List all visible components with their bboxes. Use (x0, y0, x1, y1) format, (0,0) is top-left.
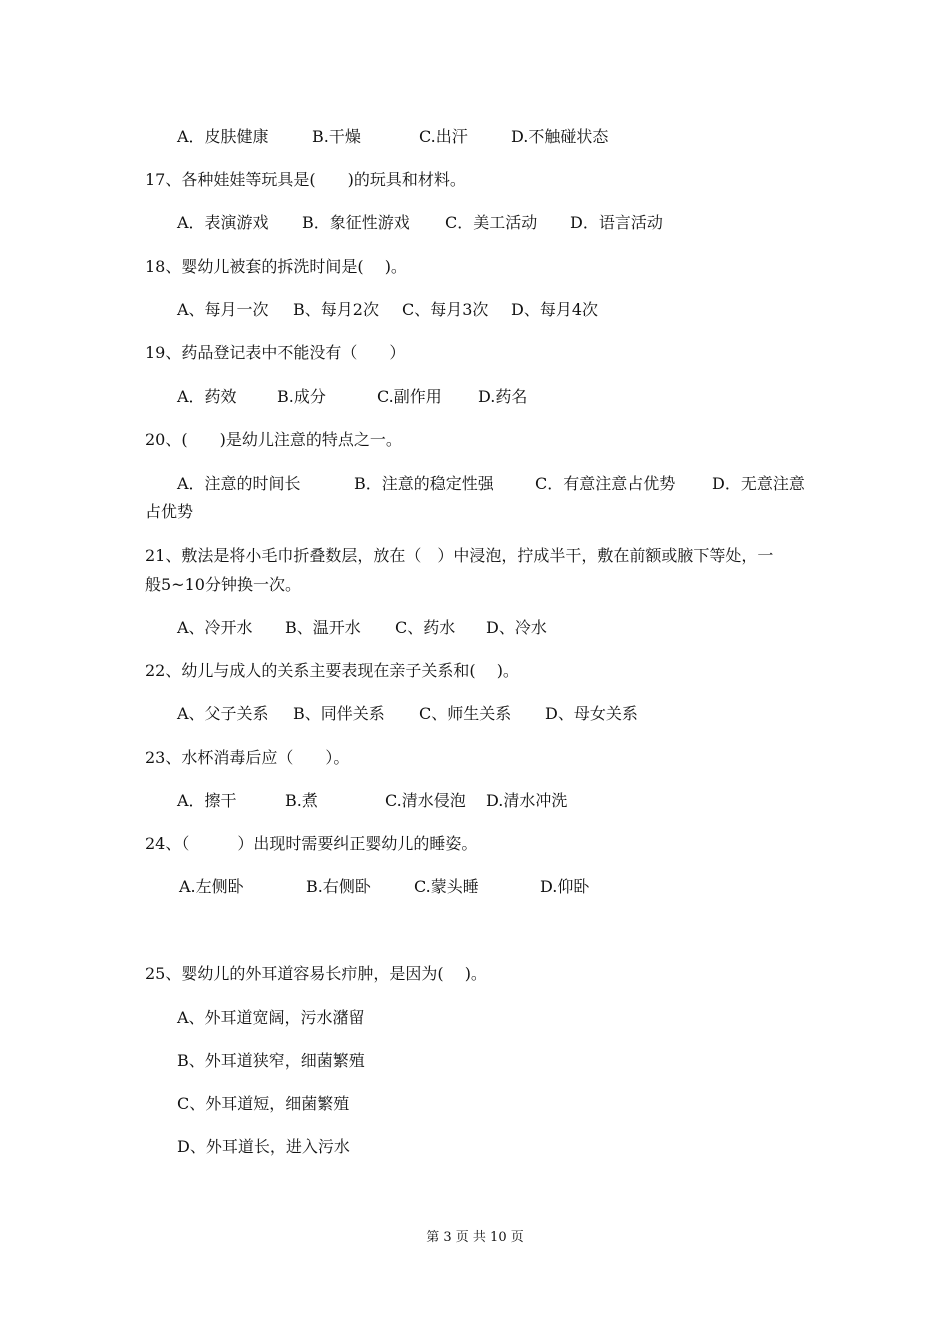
q17-option-b: B．象征性游戏 (302, 213, 410, 232)
q23-option-a: A．擦干 (177, 791, 237, 810)
q17-option-d: D．语言活动 (570, 213, 663, 232)
q18-option-b: B、每月2次 (293, 300, 379, 319)
q16-option-d: D.不触碰状态 (511, 127, 609, 146)
q25-option-a: A、外耳道宽阔，污水潴留 (177, 1008, 365, 1027)
q16-option-a: A．皮肤健康 (177, 127, 269, 146)
q17-stem: 17、各种娃娃等玩具是( )的玩具和材料。 (145, 170, 466, 189)
q24-option-a: A.左侧卧 (179, 877, 244, 896)
q18-stem: 18、婴幼儿被套的拆洗时间是( )。 (145, 257, 407, 276)
page-number-footer: 第 3 页 共 10 页 (426, 1230, 524, 1245)
q20-option-d-continuation: 占优势 (145, 502, 194, 521)
q16-option-b: B.干燥 (312, 127, 361, 146)
q22-option-c: C、师生关系 (419, 704, 512, 723)
q25-option-b: B、外耳道狭窄，细菌繁殖 (177, 1051, 365, 1070)
q20-option-a: A．注意的时间长 (177, 474, 301, 493)
q23-option-d: D.清水冲洗 (486, 791, 568, 810)
q24-option-c: C.蒙头睡 (414, 877, 479, 896)
q21-stem-line2: 般5~10分钟换一次。 (145, 575, 301, 594)
q19-option-b: B.成分 (277, 387, 326, 406)
q21-option-a: A、冷开水 (177, 618, 253, 637)
q19-stem: 19、药品登记表中不能没有（ ） (145, 343, 406, 362)
q25-option-d: D、外耳道长，进入污水 (177, 1137, 350, 1156)
q19-option-d: D.药名 (478, 387, 528, 406)
q20-option-c: C．有意注意占优势 (535, 474, 676, 493)
q16-option-c: C.出汗 (419, 127, 468, 146)
q21-stem-line1: 21、敷法是将小毛巾折叠数层，放在（ ）中浸泡，拧成半干，敷在前额或腋下等处，一 (145, 546, 774, 565)
q23-option-c: C.清水侵泡 (385, 791, 466, 810)
q21-option-b: B、温开水 (285, 618, 361, 637)
q25-option-c: C、外耳道短，细菌繁殖 (177, 1094, 350, 1113)
q22-option-a: A、父子关系 (177, 704, 269, 723)
q20-option-d: D．无意注意 (712, 474, 805, 493)
q24-option-b: B.右侧卧 (306, 877, 371, 896)
q22-option-d: D、母女关系 (545, 704, 638, 723)
q21-option-c: C、药水 (395, 618, 456, 637)
q22-option-b: B、同伴关系 (293, 704, 385, 723)
q25-stem: 25、婴幼儿的外耳道容易长疖肿，是因为( )。 (145, 964, 487, 983)
q17-option-c: C．美工活动 (445, 213, 538, 232)
q23-stem: 23、水杯消毒后应（ ）。 (145, 748, 350, 767)
q20-stem: 20、( )是幼儿注意的特点之一。 (145, 430, 402, 449)
q21-option-d: D、冷水 (486, 618, 547, 637)
q20-option-b: B．注意的稳定性强 (354, 474, 494, 493)
q19-option-c: C.副作用 (377, 387, 442, 406)
q24-stem: 24、（ ）出现时需要纠正婴幼儿的睡姿。 (145, 834, 478, 853)
q18-option-c: C、每月3次 (402, 300, 489, 319)
q17-option-a: A．表演游戏 (177, 213, 269, 232)
q18-option-d: D、每月4次 (511, 300, 599, 319)
q22-stem: 22、幼儿与成人的关系主要表现在亲子关系和( )。 (145, 661, 519, 680)
q19-option-a: A．药效 (177, 387, 237, 406)
q24-option-d: D.仰卧 (540, 877, 590, 896)
q23-option-b: B.煮 (285, 791, 318, 810)
q18-option-a: A、每月一次 (177, 300, 269, 319)
